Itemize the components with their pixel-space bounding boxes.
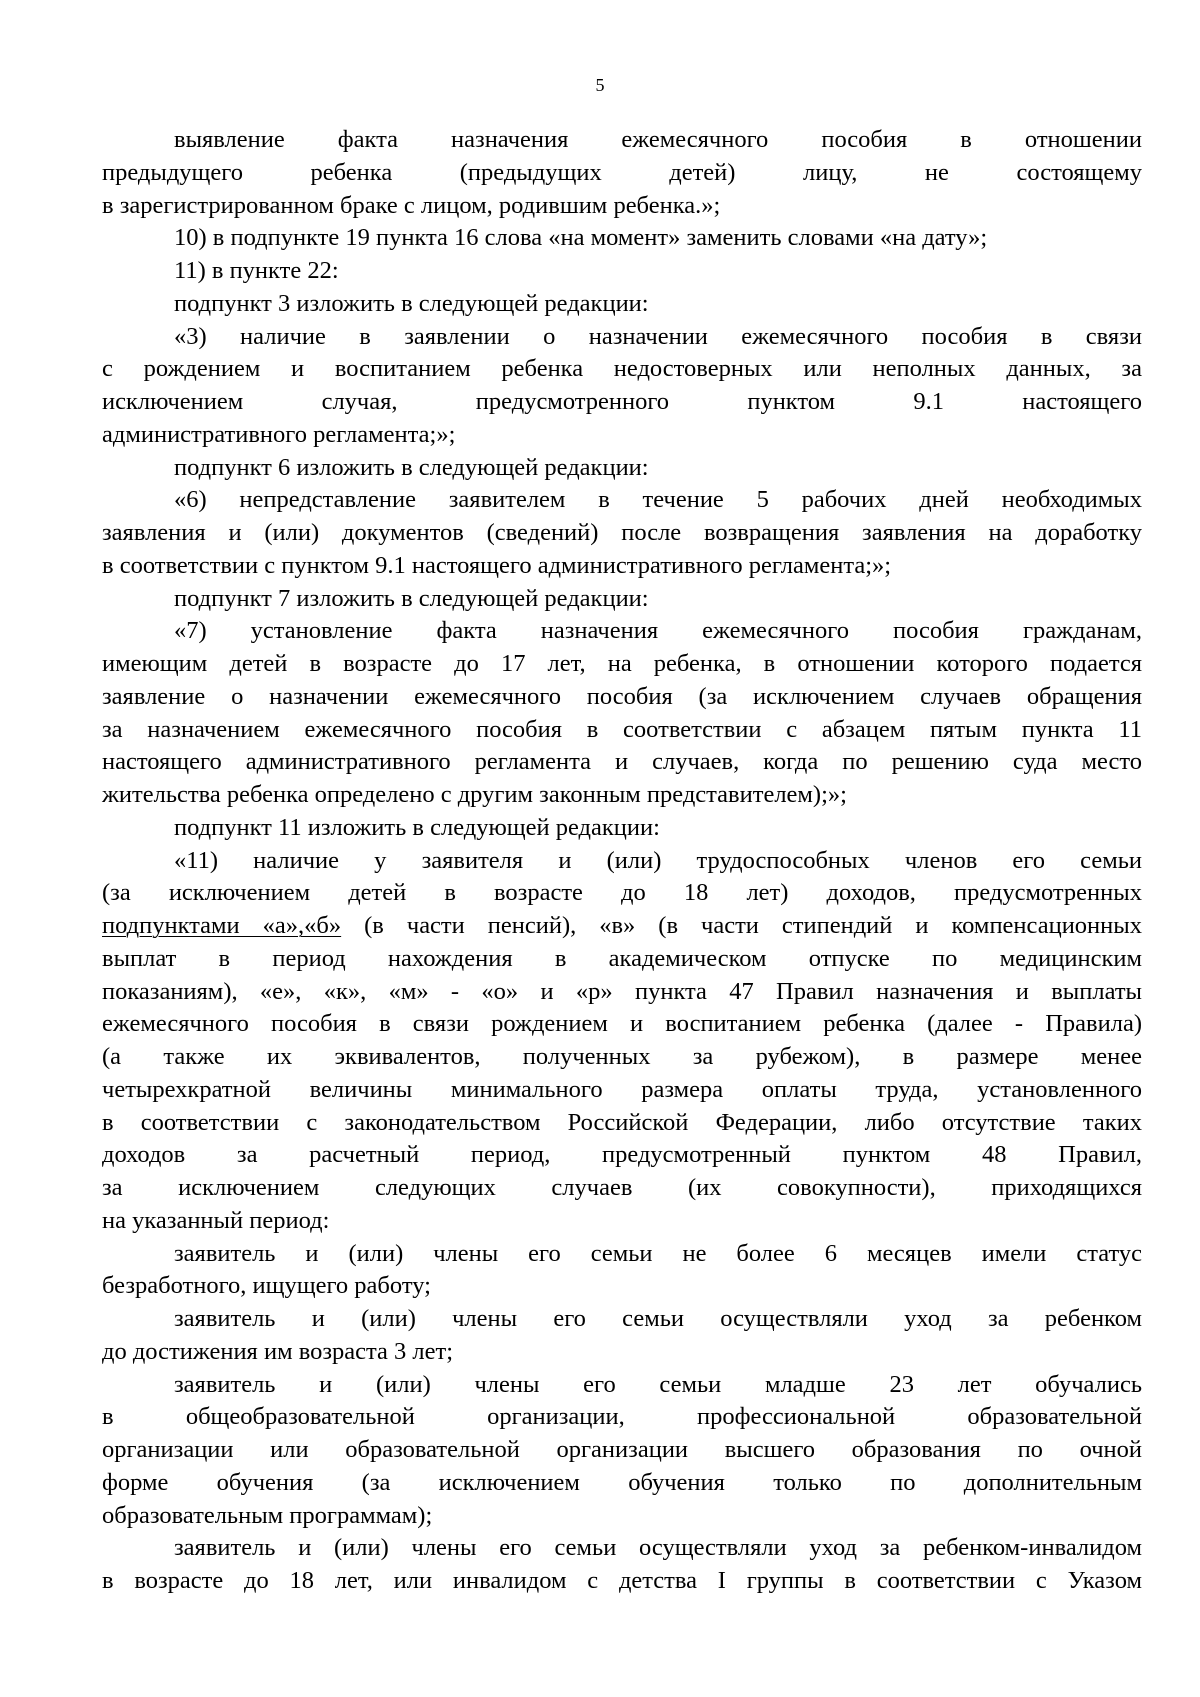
document-body <box>102 124 1142 1598</box>
paragraph <box>102 255 1142 288</box>
text-line: подпункт 11 изложить в следующей редакции: <box>174 813 660 841</box>
text-line: «6) непредставление заявителем в течение 5 рабочих дней необходимых <box>174 486 1142 514</box>
text-line: за назначением ежемесячного пособия в соответствии с абзацем пятым пункта 11 <box>102 715 1142 743</box>
text-line: административного регламента;»; <box>102 420 456 448</box>
text-line: (за исключением детей в возрасте до 18 лет) доходов, предусмотренных <box>102 879 1142 907</box>
paragraph <box>102 452 1142 485</box>
text-line: за исключением следующих случаев (их совокупности), приходящихся <box>102 1174 1142 1201</box>
text-line: с рождением и воспитанием ребенка недостоверных или неполных данных, за <box>102 355 1142 383</box>
text-line: «11) наличие у заявителя и (или) трудоспособных членов его семьи <box>174 846 1142 874</box>
text-line: 10) в подпункте 19 пункта 16 слова «на момент» заменить словами «на дату»; <box>174 224 988 252</box>
text-line: четырехкратной величины минимального размера оплаты труда, установленного <box>102 1075 1142 1103</box>
text-line: заявление о назначении ежемесячного пособия (за исключением случаев обращения <box>102 682 1142 710</box>
text-line: показаниям), «е», «к», «м» - «о» и «р» пункта 47 Правил назначения и выплаты <box>102 977 1142 1005</box>
text-line: заявления и (или) документов (сведений) после возвращения заявления на доработку <box>102 519 1142 546</box>
text-line: жительства ребенка определено с другим законным представителем);»; <box>102 781 847 808</box>
text-line: на указанный период: <box>102 1206 330 1234</box>
text-line: подпункт 6 изложить в следующей редакции: <box>174 453 649 481</box>
paragraph <box>102 812 1142 845</box>
text-line-rest: (в части пенсий), «в» (в части стипендий и компенсационных <box>364 912 1142 939</box>
text-line: заявитель и (или) члены его семьи осуществляли уход за ребенком-инвалидом <box>174 1534 1142 1562</box>
paragraph <box>102 484 1142 582</box>
text-line: в общеобразовательной организации, профессиональной образовательной <box>102 1403 1142 1431</box>
text-line: «7) установление факта назначения ежемесячного пособия гражданам, <box>174 617 1142 645</box>
paragraph <box>102 222 1142 255</box>
paragraph <box>102 288 1142 321</box>
page-number: 5 <box>595 75 605 95</box>
text-line: заявитель и (или) члены его семьи младше 23 лет обучались <box>174 1370 1142 1398</box>
text-line: подпункт 3 изложить в следующей редакции: <box>174 289 649 317</box>
text-line: (а также их эквивалентов, полученных за рубежом), в размере менее <box>102 1043 1142 1070</box>
text-line: выплат в период нахождения в академическом отпуске по медицинским <box>102 944 1142 972</box>
text-line: до достижения им возраста 3 лет; <box>102 1337 454 1365</box>
text-line: образовательным программам); <box>102 1501 433 1529</box>
paragraph <box>102 1369 1142 1533</box>
text-line: предыдущего ребенка (предыдущих детей) лицу, не состоящему <box>102 158 1142 186</box>
text-line: заявитель и (или) члены его семьи не более 6 месяцев имели статус <box>174 1239 1142 1267</box>
text-line: ежемесячного пособия в связи рождением и воспитанием ребенка (далее - Правила) <box>102 1010 1142 1038</box>
paragraph <box>102 1303 1142 1369</box>
text-line: форме обучения (за исключением обучения только по дополнительным <box>102 1468 1142 1496</box>
text-line: организации или образовательной организации высшего образования по очной <box>102 1436 1142 1463</box>
text-line: настоящего административного регламента и случаев, когда по решению суда место <box>102 748 1142 776</box>
text-line: в возрасте до 18 лет, или инвалидом с детства I группы в соответствии с Указом <box>102 1567 1142 1594</box>
paragraph <box>102 1532 1142 1598</box>
text-line: имеющим детей в возрасте до 17 лет, на ребенка, в отношении которого подается <box>102 650 1142 677</box>
paragraph <box>102 583 1142 616</box>
text-line: в зарегистрированном браке с лицом, родившим ребенка.»; <box>102 191 721 219</box>
text-line: доходов за расчетный период, предусмотренный пунктом 48 Правил, <box>102 1141 1142 1169</box>
text-line: «3) наличие в заявлении о назначении ежемесячного пособия в связи <box>174 322 1142 350</box>
text-line: безработного, ищущего работу; <box>102 1272 431 1300</box>
paragraph <box>102 124 1142 222</box>
text-line: в соответствии с пунктом 9.1 настоящего административного регламента;»; <box>102 551 892 579</box>
paragraph <box>102 615 1142 812</box>
paragraph <box>102 1238 1142 1304</box>
paragraph <box>102 321 1142 452</box>
text-line: подпункт 7 изложить в следующей редакции: <box>174 584 649 612</box>
text-line: исключением случая, предусмотренного пунктом 9.1 настоящего <box>102 388 1142 415</box>
text-line: в соответствии с законодательством Российской Федерации, либо отсутствие таких <box>102 1108 1142 1136</box>
text-line: 11) в пункте 22: <box>174 257 339 284</box>
text-line <box>102 910 1142 943</box>
reference-link[interactable]: подпунктами «а»,«б» <box>102 912 342 939</box>
text-line: заявитель и (или) члены его семьи осуществляли уход за ребенком <box>174 1305 1142 1332</box>
text-line: выявление факта назначения ежемесячного пособия в отношении <box>174 126 1142 153</box>
paragraph <box>102 845 1142 1238</box>
